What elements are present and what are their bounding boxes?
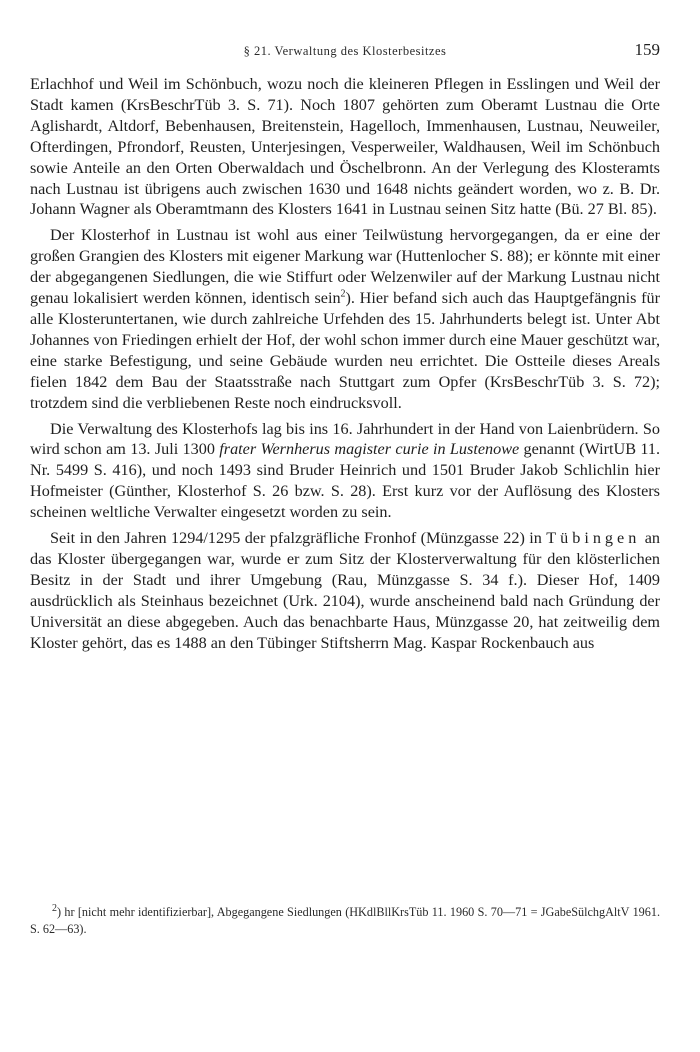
page-number: 159 — [634, 40, 660, 59]
paragraph-2-text-b: ). Hier befand sich auch das Hauptgefängnis für alle Klosteruntertanen, wie durch zahlreiche Urfehden des 15. Jahrhunderts belegt ist. Unter Abt Johannes von Friedingen erhielt der Hof, der wohl schon immer durch eine Mauer geschützt war, eine starke Befestigung, und seine Gebäude wurden neu errichtet. Die Ostteile dieses Areals fielen 1842 dem Bau der Staatsstraße nach Stuttgart zum Opfer (KrsBeschrTüb 3. S. 72); trotzdem sind die verbliebenen Reste noch eindrucksvoll. — [30, 289, 660, 412]
paragraph-3-text-a: Die Verwaltung des Klosterhofs lag bis ins 16. Jahrhundert in der Hand von Laienbrüdern. So wird schon am 13. Juli 1300 — [30, 419, 660, 459]
footnote — [30, 904, 660, 938]
footnote-reference: 2 — [340, 288, 346, 300]
footnote-text: ) hr [nicht mehr identifizierbar], Abgegangene Siedlungen (HKdlBllKrsTüb 11. 1960 S. 70—71 = JGabeSülchgAltV 1961. S. 62—63). — [30, 905, 660, 936]
paragraph-2-text-a: Der Klosterhof in Lustnau ist wohl aus einer Teilwüstung hervorgegangen, da er eine der großen Grangien des Klosters mit eigener Markung war (Huttenlocher S. 88); er könnte mit einer der abgegangenen Siedlungen, die wie Stiffurt oder Welzenwiler auf der Markung Lustnau nicht genau lokalisiert werden können, identisch sein — [30, 226, 660, 308]
running-head — [30, 40, 660, 64]
running-title: § 21. Verwaltung des Klosterbesitzes — [243, 44, 447, 58]
paragraph-4-place-name: Tübingen — [546, 529, 641, 548]
paragraph-4 — [30, 528, 660, 653]
paragraph-2 — [30, 225, 660, 413]
paragraph-3-latin-quote: frater Wernherus magister curie in Lustenowe — [219, 440, 520, 459]
paragraph-1: Erlachhof und Weil im Schönbuch, wozu noch die kleineren Pflegen in Esslingen und Weil der Stadt kamen (KrsBeschrTüb 3. S. 71). Noch 1807 gehörten zum Oberamt Lustnau die Orte Aglishardt, Altdorf, Bebenhausen, Breitenstein, Hagelloch, Immenhausen, Lustnau, Neuweiler, Ofterdingen, Pfrondorf, Reusten, Unterjesingen, Vesperweiler, Waldhausen, Weil im Schönbuch sowie Anteile an den Orten Oberwaldach und Öschelbronn. An der Verlegung des Klosteramts nach Lustnau ist übrigens auch zwischen 1630 und 1648 nichts geändert worden, wo z. B. Dr. Johann Wagner als Oberamtmann des Klosters 1641 in Lustnau seinen Sitz hatte (Bü. 27 Bl. 85). — [30, 75, 660, 219]
body-text — [30, 74, 660, 658]
paragraph-3 — [30, 419, 660, 524]
paragraph-3-text-b: genannt (WirtUB 11. Nr. 5499 S. 416), und noch 1493 sind Bruder Heinrich und 1501 Bruder Jakob Schlichlin hier Hofmeister (Günther, Klosterhof S. 26 bzw. S. 28). Erst kurz vor der Auflösung des Klosters scheinen weltliche Verwalter eingesetzt worden zu sein. — [30, 440, 660, 522]
footnote-marker: 2 — [52, 902, 57, 914]
paragraph-4-text-a: Seit in den Jahren 1294/1295 der pfalzgräfliche Fronhof (Münzgasse 22) in — [50, 529, 547, 548]
document-page — [30, 0, 660, 1052]
paragraph-4-text-b: an das Kloster übergegangen war, wurde er zum Sitz der Klosterverwaltung für den klösterlichen Besitz in der Stadt und ihrer Umgebung (Rau, Münzgasse S. 34 f.). Dieser Hof, 1409 ausdrücklich als Steinhaus bezeichnet (Urk. 2104), wurde anscheinend bald nach Gründung der Universität an diese abgegeben. Auch das benachbarte Haus, Münzgasse 20, hat zeitweilig dem Kloster gehört, das es 1488 an den Tübinger Stiftsherrn Mag. Kaspar Rockenbauch aus — [30, 529, 661, 652]
